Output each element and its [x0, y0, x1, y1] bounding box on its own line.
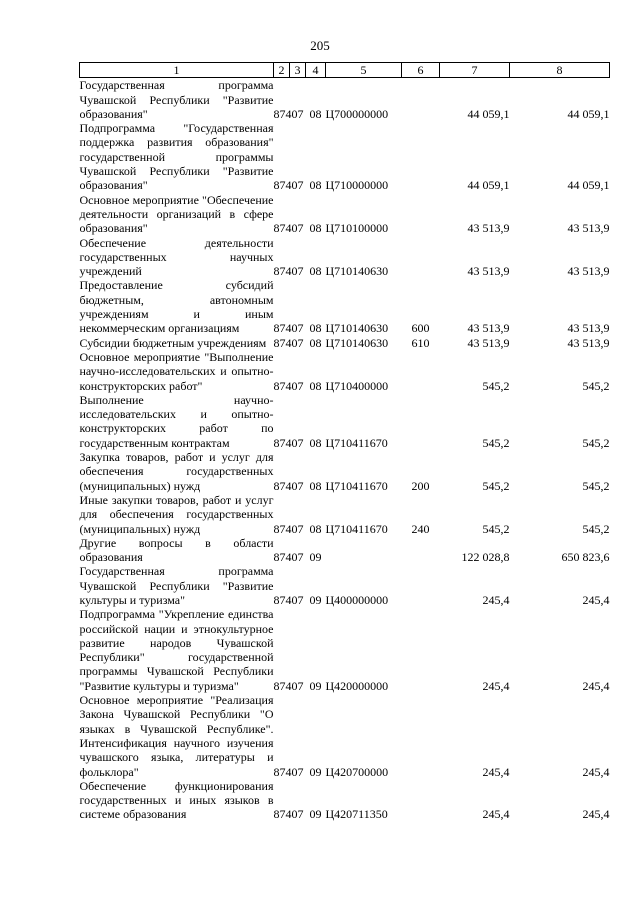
row-expense-type-cell [402, 779, 440, 822]
row-subsection-cell: 08 [309, 378, 322, 393]
row-section-cell: 07 [291, 178, 304, 193]
row-target-article-cell: Ц710140630 [325, 321, 389, 336]
row-section-cell: 07 [291, 221, 304, 236]
budget-table [79, 62, 610, 822]
row-admin-code-cell: 874 [273, 764, 292, 779]
row-amount-1-cell: 245,4 [482, 678, 510, 693]
row-amount-1-cell: 43 513,9 [467, 221, 510, 236]
row-expense-type-cell: 240 [411, 521, 430, 536]
row-target-article-cell: Ц710400000 [325, 378, 389, 393]
column-header: 6 [402, 63, 440, 78]
table-row [80, 493, 610, 536]
table-header-row [80, 63, 610, 78]
row-section-cell: 07 [291, 264, 304, 279]
row-amount-2-cell: 245,4 [582, 592, 610, 607]
row-section-cell: 07 [291, 435, 304, 450]
row-expense-type-cell [402, 693, 440, 779]
row-name-cell: Подпрограмма "Укрепление единства российской нации и этнокультурное развитие народов Чувашской Республики" государственной программы Чувашской Республики "Развитие культуры и туризма" [79, 607, 274, 693]
row-section-cell: 07 [291, 678, 304, 693]
row-amount-1-cell: 43 513,9 [467, 335, 510, 350]
row-admin-code-cell: 874 [273, 221, 292, 236]
column-header: 7 [440, 63, 510, 78]
row-name-cell: Основное мероприятие "Выполнение научно-исследовательских и опытно-конструкторских работ" [79, 349, 274, 393]
row-name-cell: Обеспечение функционирования государственных и иных языков в системе образования [79, 778, 274, 822]
column-header: 2 [274, 63, 290, 78]
row-section-cell: 07 [291, 550, 304, 565]
table-body [80, 78, 610, 822]
row-name-cell: Предоставление субсидий бюджетным, автономным учреждениям и иным некоммерческим организациям [79, 278, 274, 336]
table-row [80, 693, 610, 779]
column-header: 3 [290, 63, 306, 78]
row-name-cell: Другие вопросы в области образования [79, 535, 274, 565]
row-target-article-cell: Ц710411670 [325, 521, 388, 536]
row-amount-2-cell: 245,4 [582, 807, 610, 822]
row-target-article-cell: Ц710000000 [325, 178, 389, 193]
row-name-cell: Основное мероприятие "Обеспечение деятельности организаций в сфере образования" [79, 192, 274, 236]
row-amount-2-cell: 43 513,9 [567, 264, 610, 279]
row-admin-code-cell: 874 [273, 592, 292, 607]
row-section-cell: 07 [291, 807, 304, 822]
column-header: 1 [80, 63, 274, 78]
row-admin-code-cell: 874 [273, 521, 292, 536]
row-amount-2-cell: 650 823,6 [561, 550, 610, 565]
row-name-cell: Субсидии бюджетным учреждениям [79, 335, 267, 350]
row-target-article-cell: Ц710411670 [325, 478, 388, 493]
row-amount-2-cell: 545,2 [582, 435, 610, 450]
row-section-cell: 07 [291, 478, 304, 493]
row-amount-1-cell: 245,4 [482, 592, 510, 607]
row-admin-code-cell: 874 [273, 678, 292, 693]
row-amount-1-cell: 44 059,1 [467, 106, 510, 121]
page-number: 205 [310, 38, 330, 53]
column-header: 4 [306, 63, 326, 78]
row-section-cell: 07 [291, 521, 304, 536]
row-admin-code-cell: 874 [273, 106, 292, 121]
row-target-article-cell: Ц710411670 [325, 435, 388, 450]
row-amount-1-cell: 245,4 [482, 807, 510, 822]
row-subsection-cell: 08 [309, 264, 322, 279]
table-row [80, 193, 610, 236]
row-name-cell: Подпрограмма "Государственная поддержка развития образования" государственной программы Чувашской Республики "Развитие образования" [79, 121, 274, 193]
row-admin-code-cell: 874 [273, 264, 292, 279]
row-amount-2-cell: 245,4 [582, 678, 610, 693]
row-name-cell: Государственная программа Чувашской Республики "Развитие культуры и туризма" [79, 564, 274, 607]
row-admin-code-cell: 874 [273, 178, 292, 193]
row-subsection-cell: 08 [309, 478, 322, 493]
row-expense-type-cell: 600 [411, 321, 430, 336]
row-name-cell: Обеспечение деятельности государственных научных учреждений [79, 235, 274, 279]
row-target-article-cell: Ц710140630 [325, 264, 389, 279]
row-amount-2-cell: 245,4 [582, 764, 610, 779]
row-amount-2-cell: 545,2 [582, 478, 610, 493]
row-subsection-cell: 08 [309, 178, 322, 193]
row-name-cell: Основное мероприятие "Реализация Закона Чувашской Республики "О языках в Чувашской Республике". Интенсификация научного изучения чувашского языка, литературы и фольклора" [79, 693, 274, 779]
row-amount-2-cell: 545,2 [582, 521, 610, 536]
row-admin-code-cell: 874 [273, 478, 292, 493]
table-row [80, 393, 610, 450]
table-row [80, 536, 610, 565]
table-row [80, 236, 610, 279]
row-name-cell: Выполнение научно-исследовательских и опытно-конструкторских работ по государственным контрактам [79, 392, 274, 450]
row-target-article-cell: Ц420700000 [325, 764, 389, 779]
table-row [80, 78, 610, 121]
row-subsection-cell: 09 [309, 678, 322, 693]
row-subsection-cell: 08 [309, 335, 322, 350]
row-admin-code-cell: 874 [273, 550, 292, 565]
table-row [80, 607, 610, 693]
row-expense-type-cell: 610 [411, 335, 430, 350]
row-target-article-cell: Ц420000000 [325, 678, 389, 693]
row-subsection-cell: 08 [309, 521, 322, 536]
row-name-cell: Иные закупки товаров, работ и услуг для обеспечения государственных (муниципальных) нужд [79, 492, 274, 536]
row-expense-type-cell [402, 350, 440, 393]
row-amount-1-cell: 43 513,9 [467, 321, 510, 336]
row-section-cell: 07 [291, 592, 304, 607]
row-section-cell: 07 [291, 106, 304, 121]
row-target-article-cell [326, 536, 402, 565]
row-section-cell: 07 [291, 764, 304, 779]
row-section-cell: 07 [291, 335, 304, 350]
row-subsection-cell: 09 [309, 807, 322, 822]
row-admin-code-cell: 874 [273, 435, 292, 450]
row-amount-1-cell: 545,2 [482, 521, 510, 536]
row-amount-1-cell: 545,2 [482, 378, 510, 393]
row-amount-1-cell: 44 059,1 [467, 178, 510, 193]
row-expense-type-cell [402, 393, 440, 450]
row-expense-type-cell: 200 [411, 478, 430, 493]
table-row [80, 350, 610, 393]
row-section-cell: 07 [291, 378, 304, 393]
row-amount-2-cell: 44 059,1 [567, 178, 610, 193]
row-name-cell: Государственная программа Чувашской Республики "Развитие образования" [79, 78, 274, 121]
row-subsection-cell: 08 [309, 321, 322, 336]
row-admin-code-cell: 874 [273, 378, 292, 393]
row-name-cell: Закупка товаров, работ и услуг для обеспечения государственных (муниципальных) нужд [79, 450, 274, 493]
table-row [80, 336, 610, 350]
row-subsection-cell: 08 [309, 221, 322, 236]
table-row [80, 779, 610, 822]
row-expense-type-cell [402, 121, 440, 192]
column-header: 5 [326, 63, 402, 78]
row-admin-code-cell: 874 [273, 807, 292, 822]
row-amount-2-cell: 43 513,9 [567, 335, 610, 350]
row-admin-code-cell: 874 [273, 335, 292, 350]
row-amount-2-cell: 43 513,9 [567, 321, 610, 336]
row-amount-2-cell: 545,2 [582, 378, 610, 393]
row-subsection-cell: 09 [309, 592, 322, 607]
row-target-article-cell: Ц420711350 [325, 807, 388, 822]
row-target-article-cell: Ц710100000 [325, 221, 389, 236]
row-amount-2-cell: 43 513,9 [567, 221, 610, 236]
table-row [80, 121, 610, 192]
row-subsection-cell: 08 [309, 435, 322, 450]
row-target-article-cell: Ц710140630 [325, 335, 389, 350]
table-row [80, 564, 610, 607]
row-admin-code-cell: 874 [273, 321, 292, 336]
row-expense-type-cell [402, 607, 440, 693]
row-amount-1-cell: 245,4 [482, 764, 510, 779]
row-amount-1-cell: 545,2 [482, 435, 510, 450]
row-section-cell: 07 [291, 321, 304, 336]
row-expense-type-cell [402, 236, 440, 279]
row-amount-1-cell: 545,2 [482, 478, 510, 493]
row-target-article-cell: Ц700000000 [325, 106, 389, 121]
row-amount-1-cell: 122 028,8 [461, 550, 510, 565]
row-subsection-cell: 08 [309, 106, 322, 121]
row-amount-1-cell: 43 513,9 [467, 264, 510, 279]
row-amount-2-cell: 44 059,1 [567, 106, 610, 121]
row-expense-type-cell [402, 536, 440, 565]
table-row [80, 278, 610, 335]
row-subsection-cell: 09 [309, 550, 322, 565]
row-expense-type-cell [402, 564, 440, 607]
row-expense-type-cell [402, 78, 440, 121]
row-subsection-cell: 09 [309, 764, 322, 779]
row-target-article-cell: Ц400000000 [325, 592, 389, 607]
column-header: 8 [510, 63, 610, 78]
table-row [80, 450, 610, 493]
row-expense-type-cell [402, 193, 440, 236]
